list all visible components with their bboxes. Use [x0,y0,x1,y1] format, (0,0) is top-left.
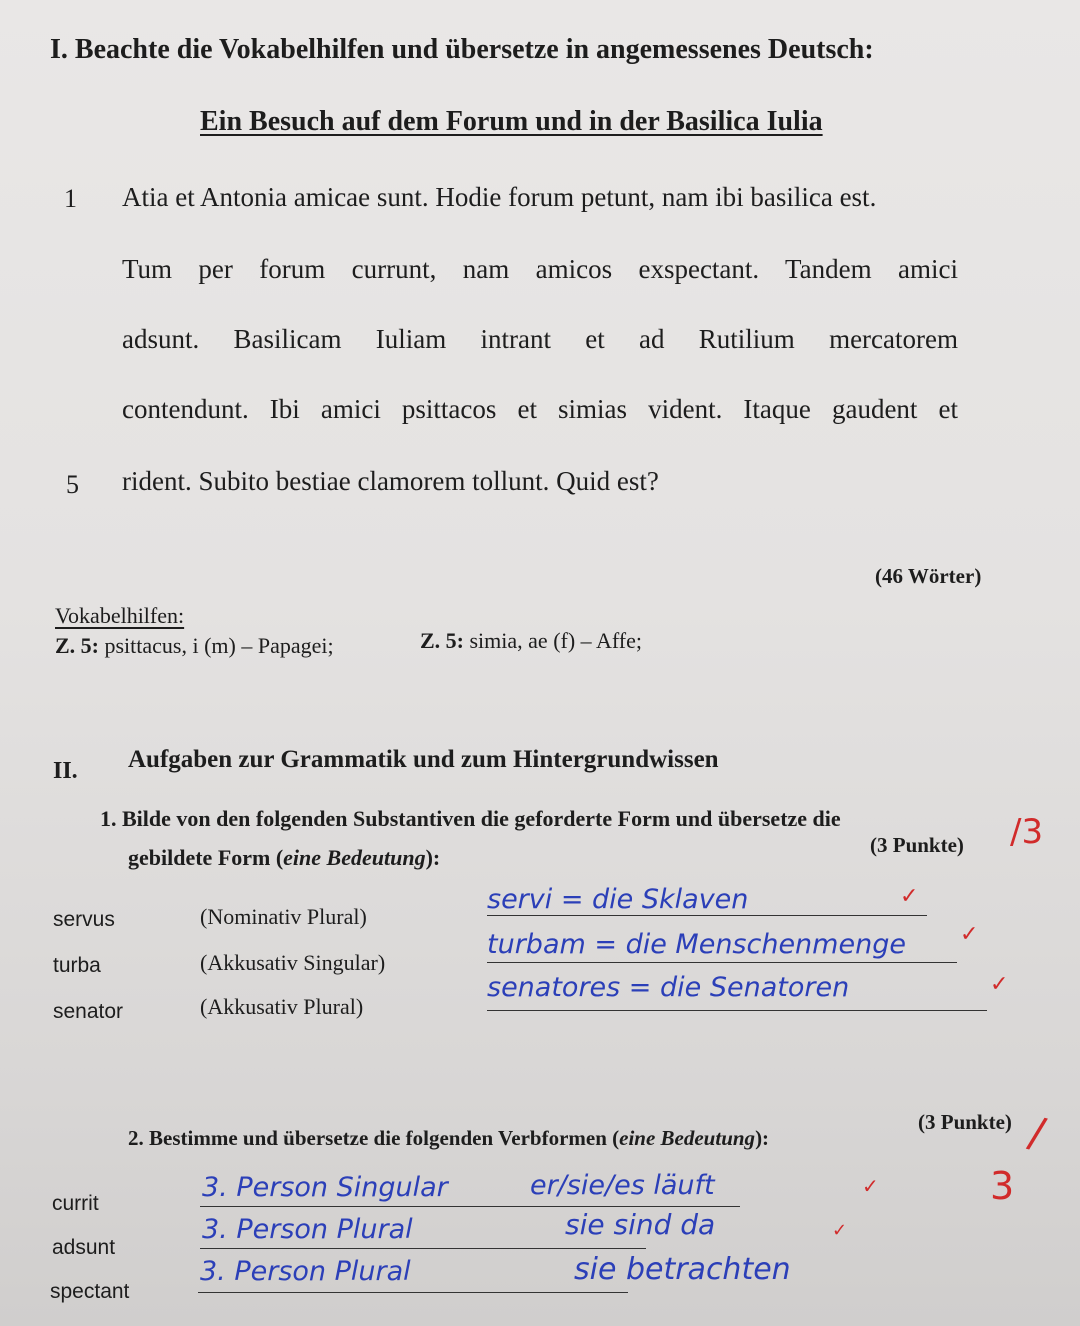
task1-form-senator: (Akkusativ Plural) [200,994,364,1019]
text-line-4: contendunt. Ibi amici psittacos et simias vident. Itaque gaudent et [122,394,958,424]
task1-word-turba: turba [53,954,101,977]
task1-word-servus: servus [53,908,115,931]
task2-word-spectant: spectant [50,1280,130,1303]
text-line-3: adsunt. Basilicam Iuliam intrant et ad Rutilium mercatorem [122,324,958,354]
grade-slash: / [1024,1107,1050,1158]
vocab-item-2 [420,628,642,654]
check-mark: ✓ [990,972,1009,997]
text-title: Ein Besuch auf dem Forum und in der Basilica Iulia [200,106,823,137]
task2-form-currit: 3. Person Singular [202,1172,448,1203]
line-number-1: 1 [64,184,77,213]
answer-line [200,1248,646,1249]
line-number-5: 5 [66,470,79,499]
section-1-heading: I. Beachte die Vokabelhilfen und übersetze in angemessenes Deutsch: [50,34,874,65]
answer-line [198,1292,628,1293]
text-line-1: Atia et Antonia amicae sunt. Hodie forum petunt, nam ibi basilica est. [122,182,877,212]
text-line-5: rident. Subito bestiae clamorem tollunt. Quid est? [122,466,659,496]
task1-grade: /3 [1010,812,1044,852]
task2-word-currit: currit [52,1192,99,1215]
task1-form-turba: (Akkusativ Singular) [200,950,386,975]
task1-answer-senator: senatores = die Senatoren [487,972,850,1003]
check-mark: ✓ [960,922,979,947]
check-mark: ✓ [900,884,919,909]
vocab-heading: Vokabelhilfen: [55,603,185,628]
task2-form-spectant: 3. Person Plural [200,1256,411,1287]
task2-answer-adsunt: sie sind da [565,1208,716,1241]
vocab-ref: Z. 5: [55,633,99,658]
vocab-text: psittacus, i (m) – Papagei; [104,633,334,658]
answer-line [487,915,927,916]
task2-points: (3 Punkte) [918,1110,1012,1134]
answer-line [487,1010,987,1011]
text-line-2: Tum per forum currunt, nam amicos exspectant. Tandem amici [122,254,958,284]
answer-line [200,1206,740,1207]
check-mark: ✓ [862,1174,879,1198]
task1-instruction-line2: gebildete Form (eine Bedeutung): [128,845,441,870]
task2-word-adsunt: adsunt [52,1236,116,1259]
task1-answer-servus: servi = die Sklaven [487,884,749,915]
check-mark: ✓ [832,1220,848,1241]
task2-answer-spectant: sie betrachten [574,1252,791,1287]
section-2-number: II. [53,758,78,784]
task1-points: (3 Punkte) [870,833,964,857]
vocab-item-1 [55,633,334,659]
task2-form-adsunt: 3. Person Plural [202,1214,413,1245]
task1-form-servus: (Nominativ Plural) [200,904,367,929]
task1-word-senator: senator [53,1000,124,1023]
task2-instruction: 2. Bestimme und übersetze die folgenden Verbformen (eine Bedeutung): [128,1126,770,1150]
vocab-text: simia, ae (f) – Affe; [469,628,642,653]
section-2-heading: Aufgaben zur Grammatik und zum Hintergrundwissen [128,746,719,773]
vocab-ref: Z. 5: [420,628,464,653]
task2-grade: 3 [990,1164,1015,1208]
task1-instruction-line1: 1. Bilde von den folgenden Substantiven die geforderte Form und übersetze die [100,806,841,831]
word-count: (46 Wörter) [875,564,982,588]
task1-answer-turba: turbam = die Menschenmenge [487,929,906,960]
task2-answer-currit: er/sie/es läuft [530,1170,715,1201]
answer-line [487,962,957,963]
